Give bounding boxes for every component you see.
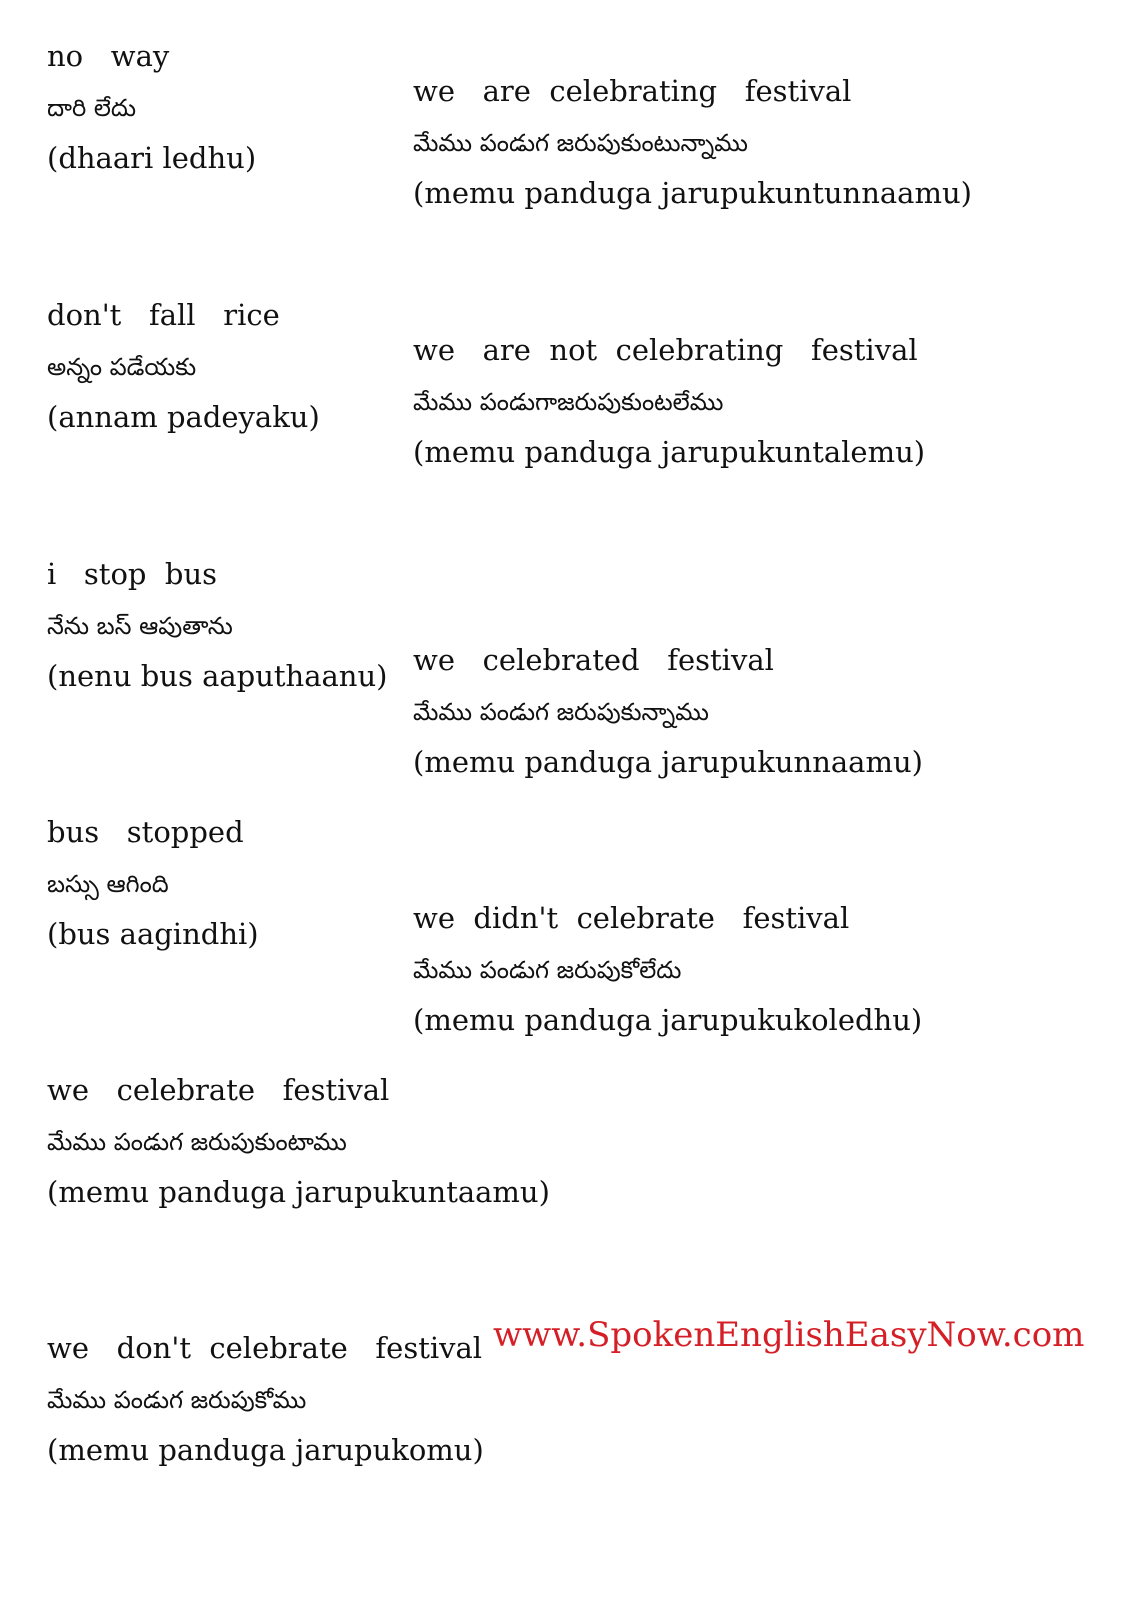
telugu-translation: మేము పండుగ జరుపుకుంటున్నాము: [413, 129, 748, 157]
telugu-translation: మేము పండుగ జరుపుకున్నాము: [413, 698, 709, 726]
english-phrase: we are not celebrating festival: [413, 333, 918, 367]
transliteration: (annam padeyaku): [47, 400, 320, 434]
phrase-entry: [413, 901, 953, 1038]
telugu-translation: మేము పండుగాజరుపుకుంటలేము: [413, 388, 724, 416]
english-phrase: bus stopped: [47, 815, 244, 849]
transliteration: (memu panduga jarupukuntaamu): [47, 1175, 550, 1209]
transliteration: (nenu bus aaputhaanu): [47, 659, 388, 693]
website-watermark[interactable]: www.SpokenEnglishEasyNow.com: [493, 1315, 1085, 1355]
english-phrase: we celebrate festival: [47, 1073, 390, 1107]
transliteration: (memu panduga jarupukunnaamu): [413, 745, 923, 779]
english-phrase: we celebrated festival: [413, 643, 774, 677]
transliteration: (bus aagindhi): [47, 917, 259, 951]
telugu-translation: మేము పండుగ జరుపుకుంటాము: [47, 1128, 347, 1156]
english-phrase: i stop bus: [47, 557, 218, 591]
english-phrase: no way: [47, 39, 170, 73]
phrase-entry: [47, 1073, 587, 1210]
telugu-translation: నేను బస్ ఆపుతాను: [47, 612, 233, 640]
transliteration: (dhaari ledhu): [47, 141, 257, 175]
telugu-translation: మేము పండుగ జరుపుకోము: [47, 1386, 307, 1414]
phrase-entry: [413, 74, 972, 211]
transliteration: (memu panduga jarupukomu): [47, 1433, 484, 1467]
telugu-translation: బస్సు ఆగింది: [47, 870, 169, 898]
english-phrase: we didn't celebrate festival: [413, 901, 850, 935]
english-phrase: we are celebrating festival: [413, 74, 852, 108]
telugu-translation: దారి లేదు: [47, 94, 137, 122]
transliteration: (memu panduga jarupukukoledhu): [413, 1003, 923, 1037]
phrase-entry: [413, 333, 953, 470]
english-phrase: don't fall rice: [47, 298, 280, 332]
transliteration: (memu panduga jarupukuntunnaamu): [413, 176, 972, 210]
telugu-translation: మేము పండుగ జరుపుకోలేదు: [413, 956, 682, 984]
telugu-translation: అన్నం పడేయకు: [47, 353, 197, 381]
english-phrase: we don't celebrate festival: [47, 1331, 483, 1365]
transliteration: (memu panduga jarupukuntalemu): [413, 435, 926, 469]
phrase-entry: [413, 643, 953, 780]
